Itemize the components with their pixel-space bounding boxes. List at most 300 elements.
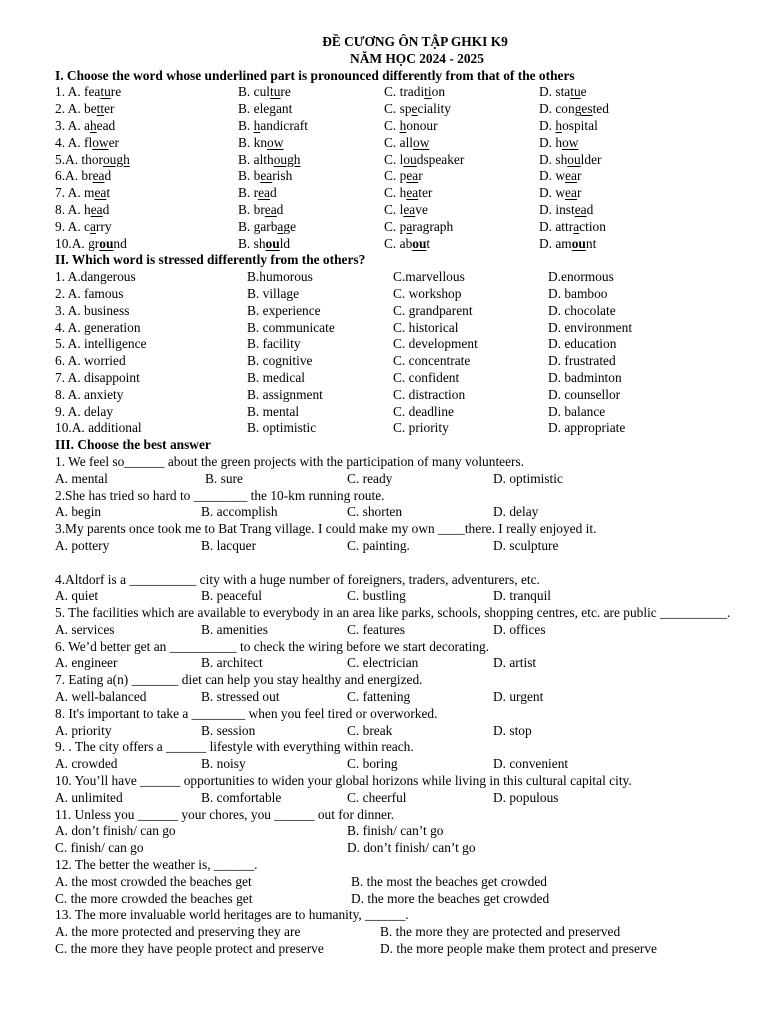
- option-d[interactable]: [539, 84, 587, 101]
- option-d[interactable]: D. chocolate: [548, 302, 616, 318]
- underlined-part: ou: [265, 235, 280, 251]
- option-text: d: [102, 201, 110, 217]
- question-10: 10. You’ll have ______ opportunities to widen your global horizons while living in this cultural capital city.: [55, 773, 632, 789]
- stress-question-6: [55, 353, 745, 370]
- option-a[interactable]: [55, 118, 115, 135]
- option-b[interactable]: [238, 84, 291, 101]
- question-9: 9. . The city offers a ______ lifestyle with everything within reach.: [55, 739, 414, 755]
- option-text: ospital: [562, 117, 598, 133]
- worksheet: [55, 34, 745, 958]
- option-text: d: [586, 201, 594, 217]
- option-b[interactable]: B. communicate: [247, 319, 335, 335]
- option-text: dspeaker: [416, 151, 465, 167]
- answers-1: [55, 471, 745, 488]
- option-text: re: [110, 84, 122, 100]
- option-d[interactable]: [539, 236, 596, 253]
- underlined-part: ea: [264, 201, 277, 217]
- option-text: lder: [580, 151, 602, 167]
- option-c[interactable]: [384, 84, 445, 101]
- option-b[interactable]: B. sure: [205, 470, 243, 486]
- option-a[interactable]: [55, 236, 127, 253]
- option-b[interactable]: B.humorous: [247, 269, 313, 285]
- option-b[interactable]: B. the more they are protected and preserved: [380, 924, 621, 940]
- option-a[interactable]: 5. A. intelligence: [55, 336, 147, 352]
- option-a[interactable]: A. crowded: [55, 756, 118, 772]
- option-text: rry: [95, 218, 112, 234]
- option-a[interactable]: [55, 185, 110, 202]
- underlined-part: tu: [570, 84, 581, 100]
- option-text: D. w: [539, 168, 566, 184]
- option-d[interactable]: D. sculpture: [493, 537, 559, 553]
- option-text: B. cul: [238, 84, 270, 100]
- option-text: B. ele: [238, 101, 270, 117]
- option-b[interactable]: [238, 185, 277, 202]
- option-d[interactable]: D. artist: [493, 655, 537, 671]
- question-2: 2.She has tried so hard to ________ the 10-km running route.: [55, 487, 385, 503]
- stress-question-4: [55, 320, 745, 337]
- option-c[interactable]: C. boring: [347, 756, 398, 772]
- option-text: D. sh: [539, 151, 568, 167]
- question-13: 13. The more invaluable world heritages are to humanity, ______.: [55, 907, 409, 923]
- option-d[interactable]: D. delay: [493, 504, 539, 520]
- pronunciation-question-2: [55, 101, 745, 118]
- option-text: er: [104, 101, 115, 117]
- underlined-part: ea: [565, 185, 577, 201]
- section-3-heading: III. Choose the best answer: [55, 437, 211, 453]
- pronunciation-question-8: [55, 202, 745, 219]
- option-d[interactable]: D. tranquil: [493, 588, 552, 604]
- underlined-part: ges: [574, 101, 593, 117]
- option-c[interactable]: C. grandparent: [393, 302, 473, 318]
- stress-question-3: [55, 303, 745, 320]
- option-c[interactable]: C. finish/ can go: [55, 840, 144, 856]
- option-a[interactable]: A. the most crowded the beaches get: [55, 873, 252, 889]
- option-c[interactable]: [384, 118, 438, 135]
- option-a[interactable]: A. the more protected and preserving they are: [55, 924, 301, 940]
- underlined-part: ea: [94, 185, 107, 201]
- option-text: C. p: [384, 168, 407, 184]
- option-d[interactable]: [539, 219, 606, 236]
- option-a[interactable]: A. begin: [55, 504, 102, 520]
- option-c[interactable]: C. deadline: [393, 403, 454, 419]
- option-d[interactable]: D. bamboo: [548, 285, 608, 301]
- underlined-part: ou: [567, 151, 581, 167]
- underlined-part: tu: [270, 84, 281, 100]
- option-text: andicraft: [260, 117, 308, 133]
- pronunciation-question-9: [55, 219, 745, 236]
- option-c[interactable]: [384, 185, 432, 202]
- section-1-questions: [55, 84, 745, 252]
- option-text: ant: [275, 101, 293, 117]
- underlined-part: ow: [562, 134, 579, 150]
- option-a[interactable]: 7. A. disappoint: [55, 369, 140, 385]
- option-d[interactable]: D. offices: [493, 621, 546, 637]
- option-c[interactable]: C. bustling: [347, 588, 406, 604]
- option-a[interactable]: 6. A. worried: [55, 353, 126, 369]
- option-text: ted: [592, 101, 609, 117]
- option-c[interactable]: C. ready: [347, 470, 393, 486]
- option-text: nd: [113, 235, 127, 251]
- answers-5: [55, 622, 745, 639]
- option-d[interactable]: D.enormous: [548, 269, 614, 285]
- option-text: e: [580, 84, 587, 100]
- option-d[interactable]: D. balance: [548, 403, 606, 419]
- stress-question-8: [55, 387, 745, 404]
- option-text: D. sta: [539, 84, 571, 100]
- option-d[interactable]: D. education: [548, 336, 617, 352]
- option-b[interactable]: [238, 135, 283, 152]
- option-b[interactable]: [238, 219, 296, 236]
- option-d[interactable]: [539, 135, 578, 152]
- question-5: 5. The facilities which are available to everybody in an area like parks, schools, shopping centres, etc. are public __________.: [55, 605, 731, 621]
- option-text: C.: [384, 117, 400, 133]
- underlined-part: ow: [413, 134, 430, 150]
- option-c[interactable]: [384, 236, 430, 253]
- option-b[interactable]: B. mental: [247, 403, 300, 419]
- option-b[interactable]: B. lacquer: [201, 537, 257, 553]
- option-text: er: [108, 134, 119, 150]
- underlined-part: h: [89, 117, 97, 133]
- underlined-part: ou: [571, 235, 586, 251]
- option-text: r: [418, 168, 423, 184]
- option-b[interactable]: B. optimistic: [247, 420, 317, 436]
- option-a[interactable]: A. priority: [55, 722, 112, 738]
- option-text: B. b: [238, 168, 261, 184]
- option-c[interactable]: C. shorten: [347, 504, 403, 520]
- option-text: B. alth: [238, 151, 274, 167]
- option-text: 3. A. a: [55, 117, 90, 133]
- option-b[interactable]: [238, 202, 283, 219]
- question-8: 8. It's important to take a ________ when you feel tired or overworked.: [55, 705, 438, 721]
- option-text: ction: [579, 218, 606, 234]
- option-d[interactable]: D. don’t finish/ can’t go: [347, 840, 476, 856]
- answers-7: [55, 689, 745, 706]
- option-text: 2. A. be: [55, 101, 97, 117]
- option-d[interactable]: [539, 185, 581, 202]
- option-text: d: [104, 168, 112, 184]
- option-text: C. tradi: [384, 84, 425, 100]
- option-a[interactable]: A. well-balanced: [55, 689, 147, 705]
- option-c[interactable]: C. concentrate: [393, 353, 471, 369]
- option-text: D. w: [539, 185, 566, 201]
- option-b[interactable]: B. stressed out: [201, 689, 280, 705]
- section-2-questions: [55, 269, 745, 437]
- option-text: B. br: [238, 201, 265, 217]
- option-b[interactable]: B. session: [201, 722, 256, 738]
- underlined-part: a: [573, 218, 580, 234]
- underlined-part: ough: [273, 151, 301, 167]
- option-d[interactable]: D. frustrated: [548, 353, 616, 369]
- option-a[interactable]: A. engineer: [55, 655, 118, 671]
- pronunciation-question-5: [55, 152, 745, 169]
- option-a[interactable]: A. services: [55, 621, 115, 637]
- option-b[interactable]: B. comfortable: [201, 789, 282, 805]
- answers-8: [55, 723, 745, 740]
- question-4: 4.Altdorf is a __________ city with a huge number of foreigners, traders, adventurers, etc.: [55, 571, 540, 587]
- answers-12-row-1: [55, 874, 745, 891]
- option-text: C. l: [384, 201, 404, 217]
- option-text: onour: [406, 117, 438, 133]
- option-text: D. h: [539, 134, 563, 150]
- option-b[interactable]: B. facility: [247, 336, 301, 352]
- option-text: 8. A. h: [55, 201, 91, 217]
- option-d[interactable]: D. stop: [493, 722, 532, 738]
- option-text: B. kn: [238, 134, 268, 150]
- option-text: D. con: [539, 101, 575, 117]
- option-text: ge: [283, 218, 297, 234]
- underlined-part: a: [277, 218, 284, 234]
- answers-12-row-2: [55, 891, 745, 908]
- stress-question-2: [55, 286, 745, 303]
- pronunciation-question-7: [55, 185, 745, 202]
- option-b[interactable]: B. village: [247, 285, 300, 301]
- option-a[interactable]: [55, 135, 119, 152]
- option-b[interactable]: B. cognitive: [247, 353, 313, 369]
- stress-question-7: [55, 370, 745, 387]
- option-c[interactable]: [384, 101, 451, 118]
- stress-question-9: [55, 404, 745, 421]
- pronunciation-question-3: [55, 118, 745, 135]
- option-b[interactable]: [238, 118, 308, 135]
- option-b[interactable]: B. accomplish: [201, 504, 278, 520]
- answers-6: [55, 655, 745, 672]
- underlined-part: ea: [406, 168, 419, 184]
- option-a[interactable]: [55, 202, 109, 219]
- option-d[interactable]: D. the more people make them protect and preserve: [380, 941, 657, 957]
- option-text: ragraph: [412, 218, 454, 234]
- underlined-part: g: [269, 101, 276, 117]
- option-a[interactable]: A. mental: [55, 470, 108, 486]
- option-d[interactable]: D. badminton: [548, 369, 622, 385]
- option-text: D. attr: [539, 218, 574, 234]
- stress-question-10: [55, 420, 745, 437]
- option-a[interactable]: A. don’t finish/ can go: [55, 823, 176, 839]
- option-d[interactable]: D. urgent: [493, 689, 544, 705]
- option-a[interactable]: A. unlimited: [55, 789, 123, 805]
- option-c[interactable]: [384, 135, 429, 152]
- pronunciation-question-6: [55, 168, 745, 185]
- option-d[interactable]: [539, 152, 602, 169]
- underlined-part: tt: [96, 101, 105, 117]
- option-d[interactable]: [539, 202, 593, 219]
- pronunciation-question-10: [55, 236, 745, 253]
- option-c[interactable]: C. break: [347, 722, 393, 738]
- option-text: ld: [279, 235, 291, 251]
- underlined-part: a: [89, 218, 96, 234]
- option-text: 6.A. br: [55, 168, 93, 184]
- option-text: B. r: [238, 185, 259, 201]
- option-text: 4. A. fl: [55, 134, 93, 150]
- option-c[interactable]: C. electrician: [347, 655, 419, 671]
- option-b[interactable]: B. the most the beaches get crowded: [351, 873, 547, 889]
- option-text: B.: [238, 117, 254, 133]
- option-c[interactable]: C. confident: [393, 369, 460, 385]
- option-text: ter: [418, 185, 433, 201]
- underlined-part: ea: [574, 201, 587, 217]
- answers-3: [55, 538, 745, 555]
- option-d[interactable]: [539, 101, 609, 118]
- option-c[interactable]: [384, 152, 464, 169]
- option-a[interactable]: [55, 152, 130, 169]
- underlined-part: ti: [424, 84, 432, 100]
- option-text: on: [431, 84, 446, 100]
- question-6: 6. We’d better get an __________ to check the wiring before we start decorating.: [55, 638, 490, 654]
- option-a[interactable]: 9. A. delay: [55, 403, 114, 419]
- option-c[interactable]: C. priority: [393, 420, 449, 436]
- pronunciation-question-4: [55, 135, 745, 152]
- option-text: d: [276, 201, 284, 217]
- option-text: d: [269, 185, 277, 201]
- option-text: nt: [585, 235, 597, 251]
- option-text: D. am: [539, 235, 572, 251]
- option-d[interactable]: D. counsellor: [548, 386, 621, 402]
- option-c[interactable]: C. the more crowded the beaches get: [55, 890, 253, 906]
- option-text: ve: [415, 201, 428, 217]
- option-c[interactable]: C.marvellous: [393, 269, 465, 285]
- option-text: ciality: [417, 101, 451, 117]
- question-1: 1. We feel so______ about the green projects with the participation of many volunteers.: [55, 453, 525, 469]
- question-12: 12. The better the weather is, ______.: [55, 857, 258, 873]
- underlined-part: h: [253, 117, 261, 133]
- option-b[interactable]: B. finish/ can’t go: [347, 823, 444, 839]
- option-text: C. sp: [384, 101, 412, 117]
- underlined-part: ou: [99, 235, 114, 251]
- option-text: r: [576, 185, 582, 201]
- option-d[interactable]: [539, 118, 598, 135]
- option-b[interactable]: B. assignment: [247, 386, 323, 402]
- option-a[interactable]: 2. A. famous: [55, 285, 124, 301]
- underlined-part: tu: [100, 84, 111, 100]
- underlined-part: ou: [412, 235, 427, 251]
- option-a[interactable]: 1. A.dangerous: [55, 269, 136, 285]
- underlined-part: ea: [92, 168, 105, 184]
- option-b[interactable]: B. experience: [247, 302, 321, 318]
- underlined-part: h: [555, 117, 563, 133]
- underlined-part: ow: [92, 134, 109, 150]
- option-a[interactable]: 8. A. anxiety: [55, 386, 124, 402]
- option-a[interactable]: [55, 84, 121, 101]
- option-text: r: [576, 168, 582, 184]
- option-b[interactable]: [238, 168, 292, 185]
- underlined-part: ough: [102, 151, 130, 167]
- answers-11-row-2: [55, 840, 745, 857]
- option-text: C. l: [384, 151, 404, 167]
- option-text: B. garb: [238, 218, 278, 234]
- document-title: ĐỀ CƯƠNG ÔN TẬP GHKI K9: [322, 34, 508, 49]
- option-d[interactable]: D. the more the beaches get crowded: [351, 890, 550, 906]
- answers-13-row-2: [55, 941, 745, 958]
- option-a[interactable]: 4. A. generation: [55, 319, 141, 335]
- option-text: D. inst: [539, 201, 575, 217]
- option-c[interactable]: C. features: [347, 621, 406, 637]
- option-a[interactable]: [55, 219, 112, 236]
- option-d[interactable]: D. environment: [548, 319, 633, 335]
- question-3: 3.My parents once took me to Bat Trang village. I could make my own ____there. I really enjoyed it.: [55, 521, 597, 537]
- option-b[interactable]: [238, 101, 292, 118]
- option-b[interactable]: B. peaceful: [201, 588, 262, 604]
- section-2-heading: II. Which word is stressed differently from the others?: [55, 252, 366, 268]
- underlined-part: ow: [267, 134, 284, 150]
- option-b[interactable]: B. medical: [247, 369, 306, 385]
- underlined-part: ea: [403, 201, 416, 217]
- option-a[interactable]: A. quiet: [55, 588, 99, 604]
- underlined-part: a: [406, 218, 413, 234]
- option-b[interactable]: B. amenities: [201, 621, 268, 637]
- answers-9: [55, 756, 745, 773]
- option-a[interactable]: 3. A. business: [55, 302, 130, 318]
- option-c[interactable]: C. distraction: [393, 386, 466, 402]
- option-d[interactable]: D. optimistic: [493, 470, 563, 486]
- option-c[interactable]: [384, 202, 428, 219]
- option-text: 9. A. c: [55, 218, 90, 234]
- option-text: t: [426, 235, 431, 251]
- option-c[interactable]: [384, 168, 423, 185]
- option-b[interactable]: B. architect: [201, 655, 263, 671]
- option-c[interactable]: C. historical: [393, 319, 459, 335]
- option-text: 7. A. m: [55, 185, 95, 201]
- option-c[interactable]: C. workshop: [393, 285, 462, 301]
- option-a[interactable]: [55, 101, 115, 118]
- option-text: B. sh: [238, 235, 266, 251]
- underlined-part: ou: [403, 151, 417, 167]
- option-c[interactable]: C. the more they have people protect and preserve: [55, 941, 324, 957]
- school-year: NĂM HỌC 2024 - 2025: [350, 50, 484, 66]
- underlined-part: ea: [406, 185, 419, 201]
- option-text: t: [106, 185, 111, 201]
- spacer: [55, 555, 745, 572]
- option-text: 5.A. thor: [55, 151, 103, 167]
- option-c[interactable]: [384, 219, 453, 236]
- option-text: C. p: [384, 218, 407, 234]
- option-b[interactable]: [238, 236, 290, 253]
- option-c[interactable]: C. painting.: [347, 537, 410, 553]
- option-b[interactable]: [238, 152, 301, 169]
- underlined-part: e: [411, 101, 418, 117]
- option-c[interactable]: C. development: [393, 336, 478, 352]
- option-text: ead: [96, 117, 116, 133]
- answers-11-row-1: [55, 823, 745, 840]
- option-text: rish: [272, 168, 293, 184]
- option-text: 10.A. gr: [55, 235, 100, 251]
- underlined-part: ea: [90, 201, 103, 217]
- stress-question-5: [55, 336, 745, 353]
- option-a[interactable]: 10.A. additional: [55, 420, 142, 436]
- option-text: C. h: [384, 185, 407, 201]
- option-c[interactable]: C. fattening: [347, 689, 411, 705]
- option-d[interactable]: D. populous: [493, 789, 559, 805]
- option-text: 1. A. fea: [55, 84, 101, 100]
- question-11: 11. Unless you ______ your chores, you ______ out for dinner.: [55, 806, 395, 822]
- underlined-part: ea: [565, 168, 577, 184]
- answers-10: [55, 790, 745, 807]
- option-d[interactable]: [539, 168, 581, 185]
- option-a[interactable]: [55, 168, 111, 185]
- option-text: C. all: [384, 134, 414, 150]
- question-7: 7. Eating a(n) _______ diet can help you stay healthy and energized.: [55, 672, 423, 688]
- underlined-part: ea: [260, 168, 273, 184]
- option-text: D.: [539, 117, 556, 133]
- underlined-part: ea: [258, 185, 270, 201]
- option-d[interactable]: D. appropriate: [548, 420, 626, 436]
- option-c[interactable]: C. cheerful: [347, 789, 407, 805]
- option-b[interactable]: B. noisy: [201, 756, 246, 772]
- underlined-part: h: [399, 117, 407, 133]
- answers-13-row-1: [55, 924, 745, 941]
- option-d[interactable]: D. convenient: [493, 756, 569, 772]
- option-text: re: [280, 84, 291, 100]
- option-a[interactable]: A. pottery: [55, 537, 110, 553]
- option-text: C. ab: [384, 235, 413, 251]
